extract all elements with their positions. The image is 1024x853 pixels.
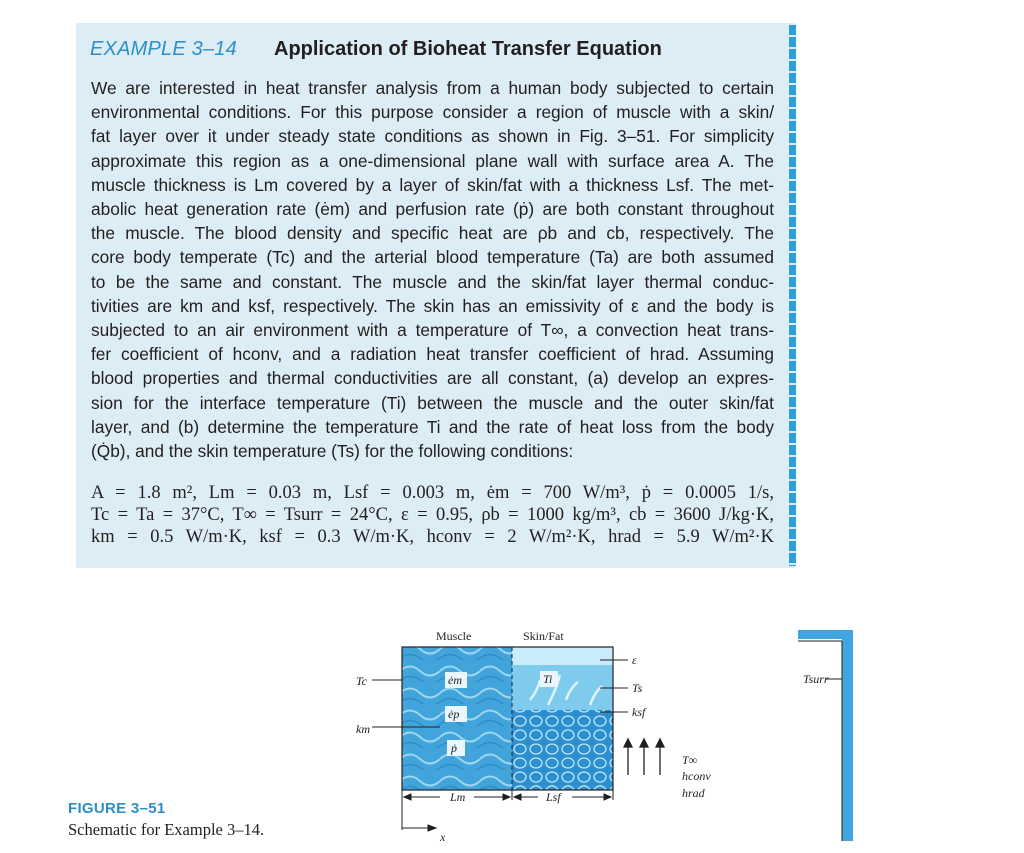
body-line: fat layer over it under steady state conditions as shown in Fig. 3–51. For simplicity	[91, 126, 774, 147]
body-line: blood properties and thermal conductivities are all constant, (a) develop an expres-	[91, 368, 774, 389]
tc-label: Tc	[356, 674, 367, 688]
epsilon-label: ε	[632, 653, 637, 667]
surrounding-wall	[842, 637, 853, 841]
figure-label: FIGURE 3–51	[68, 800, 166, 817]
body-line: We are interested in heat transfer analysis from a human body subjected to certain	[91, 78, 774, 98]
hrad-label: hrad	[682, 786, 705, 800]
body-line: abolic heat generation rate (ėm) and perfusion rate (ṗ) are both constant throughout	[91, 199, 774, 220]
skin-top-layer	[512, 647, 613, 665]
body-line: the muscle. The blood density and specific heat are ρb and cb, respectively. The	[91, 223, 774, 244]
body-line: approximate this region as a one-dimensional plane wall with surface area A. The	[91, 150, 774, 171]
body-line: sion for the interface temperature (Ti) between the muscle and the outer skin/fat	[91, 392, 774, 413]
p-label: ṗ	[451, 741, 457, 755]
lsf-dimension	[514, 794, 611, 800]
body-line: core body temperate (Tc) and the arterial blood temperature (Ta) are both assumed	[91, 247, 774, 268]
example-title: Application of Bioheat Transfer Equation	[274, 38, 662, 60]
km-label: km	[356, 722, 370, 736]
tsurr-label: Tsurr	[803, 672, 829, 686]
body-line: (Q̇b), and the skin temperature (Ts) for the following conditions:	[91, 441, 574, 462]
muscle-label: Muscle	[436, 629, 472, 643]
condition-line: km = 0.5 W/m·K, ksf = 0.3 W/m·K, hconv = 2 W/m²·K, hrad = 5.9 W/m²·K	[91, 527, 774, 547]
body-line: muscle thickness is Lm covered by a layer of skin/fat with a thickness Lsf. The met-	[91, 174, 774, 195]
body-line: subjected to an air environment with a temperature of T∞, a convection heat trans-	[91, 320, 774, 341]
ti-label: Ti	[543, 672, 553, 686]
example-label: EXAMPLE 3–14	[90, 38, 237, 60]
body-line: to be the same and constant. The muscle and the skin/fat layer thermal conduc-	[91, 271, 774, 292]
hconv-label: hconv	[682, 769, 711, 783]
ep-label: ėp	[448, 707, 460, 721]
ts-label: Ts	[632, 681, 643, 695]
x-axis-arrow	[402, 825, 436, 831]
condition-line: Tc = Ta = 37°C, T∞ = Tsurr = 24°C, ε = 0.95, ρb = 1000 kg/m³, cb = 3600 J/kg·K,	[91, 505, 774, 525]
t-inf-label: T∞	[682, 753, 698, 767]
figure-caption: Schematic for Example 3–14.	[68, 820, 265, 839]
x-label: x	[440, 830, 446, 844]
skin-fat-label: Skin/Fat	[523, 629, 564, 643]
skin-lower-region	[512, 710, 613, 790]
condition-line: A = 1.8 m², Lm = 0.03 m, Lsf = 0.003 m, ėm = 700 W/m³, ṗ = 0.0005 1/s,	[91, 483, 774, 503]
body-line: layer, and (b) determine the temperature Ti and the rate of heat loss from the body	[91, 416, 774, 437]
lsf-label: Lsf	[546, 790, 561, 804]
body-line: fer coefficient of hconv, and a radiation heat transfer coefficient of hrad. Assuming	[91, 344, 774, 365]
body-line: environmental conditions. For this purpose consider a region of muscle with a skin/	[91, 102, 774, 123]
body-line: tivities are km and ksf, respectively. The skin has an emissivity of ε and the body is	[91, 295, 774, 316]
convection-arrows	[624, 739, 664, 775]
em-label: ėm	[448, 673, 462, 687]
ksf-label: ksf	[632, 705, 646, 719]
lm-label: Lm	[450, 790, 466, 804]
